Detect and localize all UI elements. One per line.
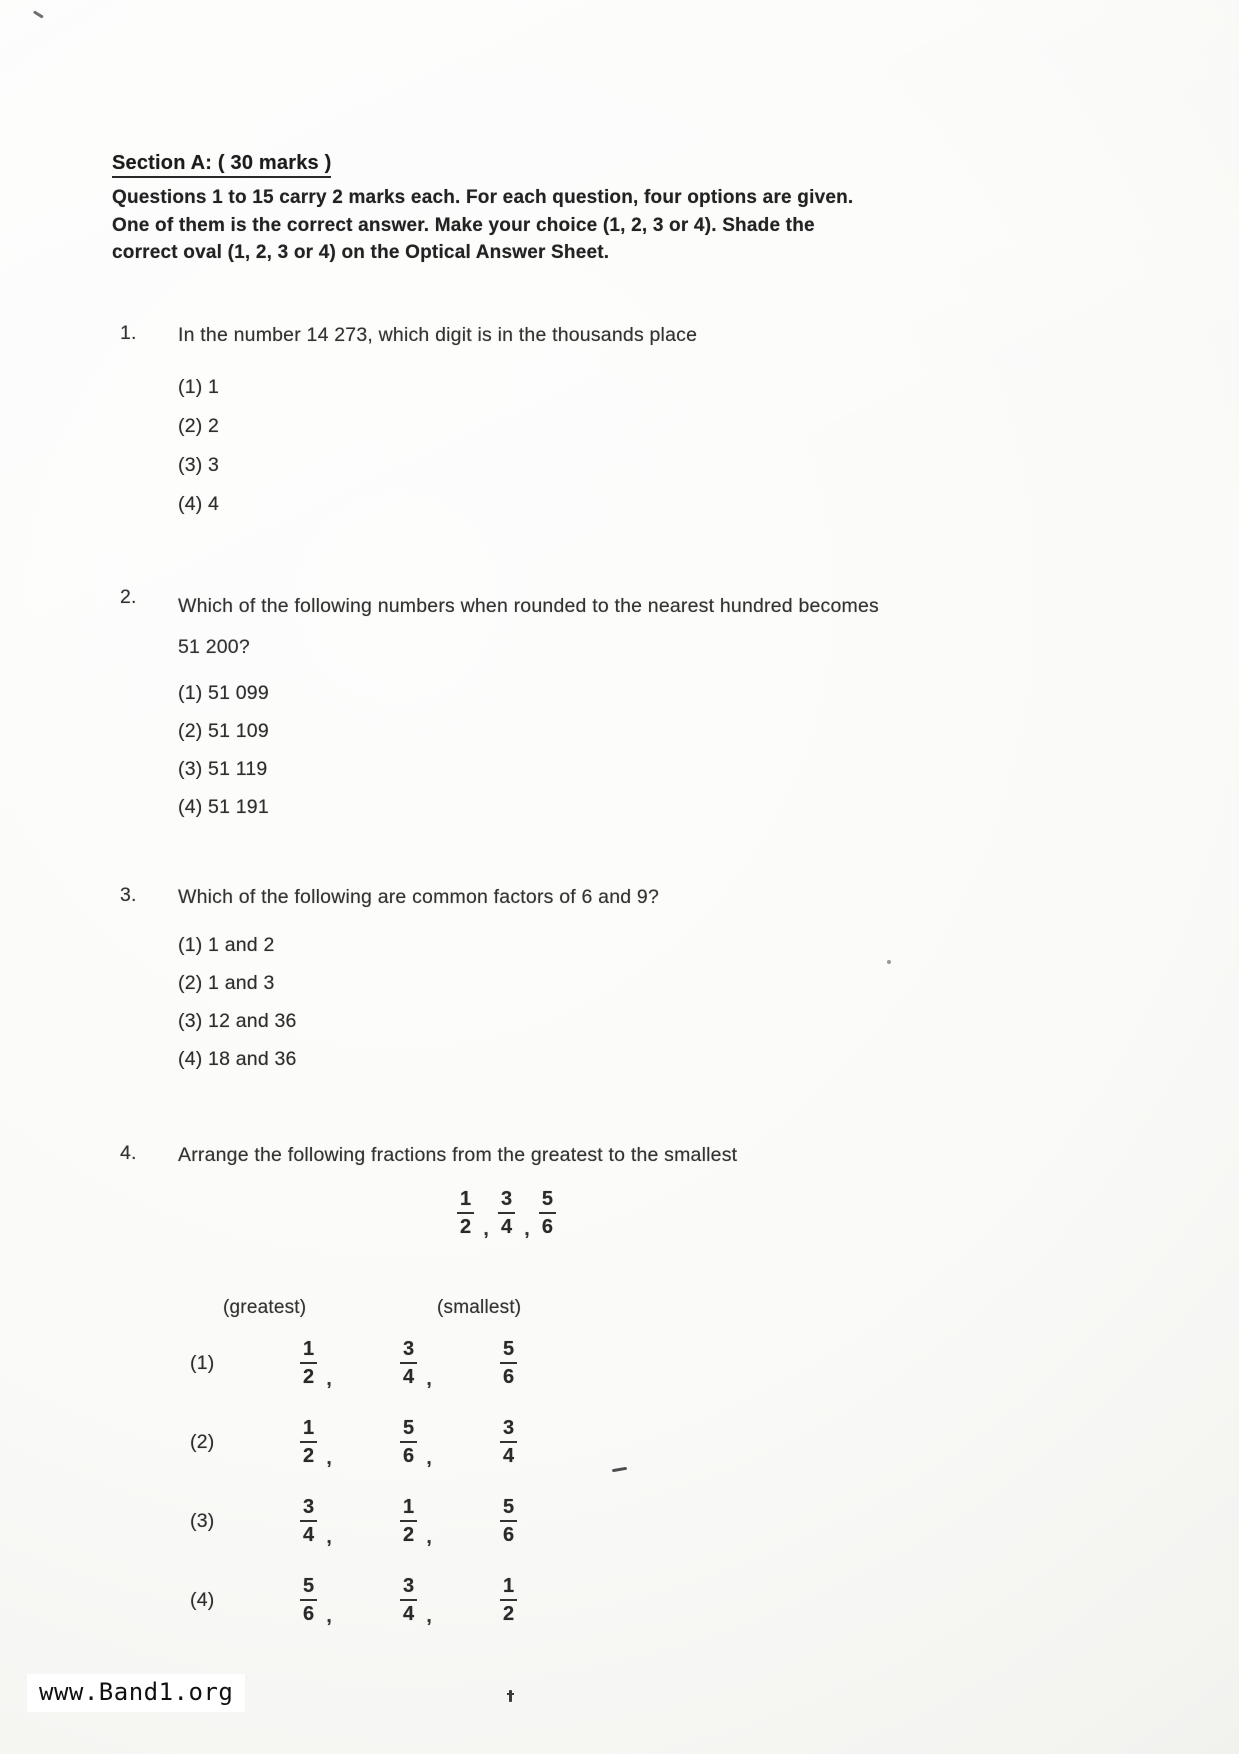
question-4-order-labels (123, 1297, 1100, 1319)
fraction: $\frac{5}{6}$ (400, 1417, 417, 1468)
question-1-option-1: (1) 1 (178, 376, 220, 398)
fraction: $\frac{5}{6}$ (500, 1338, 517, 1389)
fraction: $\frac{3}{4}$ (500, 1417, 517, 1468)
question-2-option-4: (4) 51 191 (178, 795, 269, 818)
question-3-option-2: (2) 1 and 3 (178, 971, 275, 994)
instructions (112, 184, 962, 267)
question-2-number: 2. (120, 586, 137, 608)
footer-watermark (27, 1674, 245, 1712)
question-2-text-line-1: Which of the following numbers when rounded to the nearest hundred becomes (178, 595, 879, 617)
comma-separator: , (426, 1604, 432, 1627)
smallest-label: (smallest) (437, 1297, 522, 1318)
comma-separator: , (426, 1367, 432, 1390)
question-4-option-4: (4) $\frac{5}{6}$ , $\frac{3}{4}$ , $\frac{1}{2}$ (190, 1568, 1100, 1632)
footer-site-text: www.Band1.org (39, 1678, 234, 1706)
question-1-text: In the number 14 273, which digit is in the thousands place (178, 324, 698, 346)
question-1-number: 1. (120, 322, 137, 344)
question-4-option-3: (3) $\frac{3}{4}$ , $\frac{1}{2}$ , $\frac{5}{6}$ (190, 1489, 1100, 1553)
fraction: $\frac{1}{2}$ (400, 1496, 417, 1547)
comma-separator: , (426, 1446, 432, 1469)
greatest-label: (greatest) (223, 1297, 307, 1318)
small-mark-artifact (509, 1690, 512, 1702)
fraction: $\frac{1}{2}$ (300, 1338, 317, 1389)
comma-separator: , (326, 1367, 332, 1390)
fraction: $\frac{5}{6}$ (539, 1188, 556, 1239)
question-2 (120, 586, 1100, 826)
question-4-fraction-display (457, 1184, 1100, 1242)
question-4-option-2: (2) $\frac{1}{2}$ , $\frac{5}{6}$ , $\frac{3}{4}$ (190, 1410, 1100, 1474)
question-3 (120, 884, 1100, 1078)
fraction: $\frac{1}{2}$ (500, 1575, 517, 1626)
instruction-line-1: Questions 1 to 15 carry 2 marks each. For each question, four options are given. (112, 187, 854, 208)
question-1-option-2: (2) 2 (178, 415, 220, 437)
comma-separator: , (426, 1525, 432, 1548)
question-4 (120, 1142, 1100, 1647)
fraction: $\frac{1}{2}$ (300, 1417, 317, 1468)
comma-separator: , (483, 1217, 489, 1240)
comma-separator: , (326, 1604, 332, 1627)
pen-tick-artifact (33, 10, 44, 18)
question-2-text-line-2: 51 200? (178, 636, 250, 658)
comma-separator: , (326, 1446, 332, 1469)
question-2-option-1: (1) 51 099 (178, 681, 269, 704)
question-3-text: Which of the following are common factors of 6 and 9? (178, 886, 660, 908)
section-header (112, 152, 962, 267)
question-3-option-4: (4) 18 and 36 (178, 1047, 297, 1070)
comma-separator: , (524, 1217, 530, 1240)
question-3-option-1: (1) 1 and 2 (178, 933, 275, 956)
question-4-option-1: (1) $\frac{1}{2}$ , $\frac{3}{4}$ , $\frac{5}{6}$ (190, 1331, 1100, 1395)
question-2-option-3: (3) 51 119 (178, 757, 268, 780)
question-2-text (178, 586, 879, 668)
question-1-option-4: (4) 4 (178, 493, 220, 515)
comma-separator: , (326, 1525, 332, 1548)
question-3-option-3: (3) 12 and 36 (178, 1009, 297, 1032)
instruction-line-2: One of them is the correct answer. Make your choice (1, 2, 3 or 4). Shade the (112, 214, 815, 236)
question-3-number: 3. (120, 884, 137, 906)
question-4-text: Arrange the following fractions from the greatest to the smallest (178, 1144, 738, 1166)
question-1-option-3: (3) 3 (178, 454, 220, 476)
instruction-line-3: correct oval (1, 2, 3 or 4) on the Optical Answer Sheet. (112, 242, 610, 263)
question-1 (120, 322, 1100, 524)
fraction: $\frac{3}{4}$ (400, 1338, 417, 1389)
fraction: $\frac{5}{6}$ (500, 1496, 517, 1547)
fraction: $\frac{3}{4}$ (300, 1496, 317, 1547)
question-4-number: 4. (120, 1142, 137, 1164)
question-4-options (120, 1331, 1100, 1632)
fraction: $\frac{1}{2}$ (457, 1188, 474, 1239)
question-2-option-2: (2) 51 109 (178, 719, 269, 742)
fraction: $\frac{3}{4}$ (498, 1188, 515, 1239)
fraction: $\frac{3}{4}$ (400, 1575, 417, 1626)
fraction: $\frac{5}{6}$ (300, 1575, 317, 1626)
section-title: Section A: ( 30 marks ) (112, 152, 331, 178)
